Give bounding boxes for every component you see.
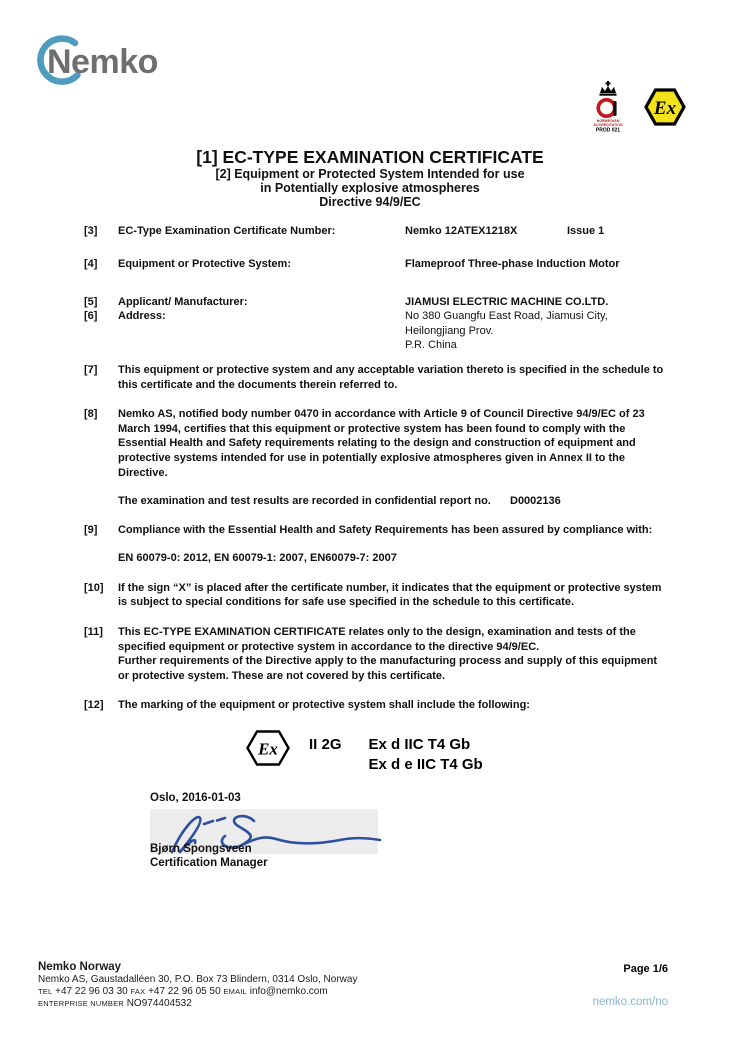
address-label: Address: (118, 310, 166, 323)
nemko-logo (33, 34, 185, 91)
ex-hexagon-icon (245, 729, 291, 767)
cert-number-label: EC-Type Examination Certificate Number: (118, 225, 336, 238)
svg-text:ACCREDITATION: ACCREDITATION (593, 123, 623, 128)
email-value: info@nemko.com (249, 986, 328, 998)
field-cert-number (84, 224, 684, 239)
item-number: [10] (84, 581, 104, 594)
footer-address: Nemko AS, Gaustadalléen 30, P.O. Box 73 Blindern, 0314 Oslo, Norway (38, 974, 358, 985)
page-number: Page 1/6 (623, 963, 668, 975)
svg-text:PROD 021: PROD 021 (595, 127, 621, 134)
certificate-body (84, 224, 684, 869)
nemko-website-link[interactable]: nemko.com/no (592, 996, 668, 1008)
standards-list: EN 60079-0: 2012, EN 60079-1: 2007, EN60079-7: 2007 (118, 552, 397, 565)
item-number: [9] (84, 523, 98, 536)
report-number: D0002136 (510, 495, 561, 508)
svg-text:Ex: Ex (653, 98, 677, 119)
address-line-1: No 380 Guangfu East Road, Jiamusi City, (405, 310, 608, 323)
tel-label: TEL (38, 987, 53, 997)
footer-company-block (38, 960, 357, 1011)
paragraph-12-text: The marking of the equipment or protective system shall include the following: (118, 699, 530, 712)
certificate-subtitle-2: in Potentially explosive atmospheres (260, 180, 480, 195)
item-number: [12] (84, 699, 104, 712)
standards-line (118, 551, 684, 566)
signatory-role: Certification Manager (150, 856, 268, 869)
certificate-directive: Directive 94/9/EC (319, 194, 421, 209)
place-and-date: Oslo, 2016-01-03 (150, 792, 241, 805)
applicant-label: Applicant/ Manufacturer: (118, 295, 248, 308)
address-line-2: Heilongjiang Prov. (405, 324, 494, 337)
paragraph-10-text: If the sign “X” is placed after the certificate number, it indicates that the equipment or protective system is subject to special conditions for safe use specified in the schedule to this certificate. (118, 581, 662, 609)
nemko-logo-icon (33, 34, 185, 86)
paragraph-8-text: Nemko AS, notified body number 0470 in accordance with Article 9 of Council Directive 94/9/EC of 23 March 1994, certifies that this equipment or protective system has been found to comply with the Essential Health and Safety requirements relating to the design and construction of equipment and protective systems intended for use in potentially explosive atmospheres given in Annex II to the Directive. (118, 408, 645, 479)
marking-code-2: Ex d e IIC T4 Gb (368, 756, 483, 774)
cert-number-value: Nemko 12ATEX1218X (405, 225, 518, 238)
svg-text:Ex: Ex (258, 739, 278, 759)
certification-marks (587, 80, 687, 134)
paragraph-10 (84, 581, 684, 610)
footer-enterprise-line (38, 998, 357, 1010)
item-number: [11] (84, 626, 103, 639)
item-number: [5] (84, 295, 98, 308)
applicant-value: JIAMUSI ELECTRIC MACHINE CO.LTD. (405, 295, 609, 308)
marking-group: II 2G (309, 736, 342, 754)
paragraph-11-text-1: This EC-TYPE EXAMINATION CERTIFICATE relates only to the design, examination and tests of the specified equipment or protective system in accordance to the directive 94/9/EC. (118, 626, 636, 653)
report-line (118, 494, 665, 509)
paragraph-7 (84, 363, 684, 392)
field-applicant-address (84, 295, 684, 353)
report-label: The examination and test results are recorded in confidential report no. (118, 495, 491, 508)
svg-text:Nemko: Nemko (47, 43, 158, 81)
paragraph-11 (84, 625, 684, 683)
equipment-value: Flameproof Three-phase Induction Motor (405, 257, 620, 270)
fax-value: +47 22 96 05 50 (148, 986, 221, 998)
enterprise-label: ENTERPRISE NUMBER (38, 999, 124, 1009)
signatory-name: Bjørn Spongsveen (150, 842, 252, 855)
paragraph-11-text-2: Further requirements of the Directive apply to the manufacturing process and supply of this equipment or protective system. These are not covered by this certificate. (118, 655, 658, 682)
enterprise-number: NO974404532 (126, 998, 192, 1010)
atex-ex-icon (643, 86, 687, 128)
item-number: [7] (84, 363, 98, 376)
footer-company-name: Nemko Norway (38, 961, 122, 973)
certificate-title: [1] EC-TYPE EXAMINATION CERTIFICATE (196, 147, 544, 167)
item-number: [3] (84, 225, 98, 238)
tel-value: +47 22 96 03 30 (55, 986, 128, 998)
norwegian-accreditation-icon (587, 80, 629, 134)
signature-block (150, 791, 684, 870)
paragraph-8 (84, 407, 684, 480)
certificate-subtitle-1: [2] Equipment or Protected System Intended for use (215, 167, 525, 181)
footer-contact-line (38, 986, 357, 998)
marking-code-1: Ex d IIC T4 Gb (368, 736, 471, 754)
field-equipment (84, 257, 684, 272)
paragraph-9-text: Compliance with the Essential Health and Safety Requirements has been assured by compliance with: (118, 523, 653, 536)
equipment-label: Equipment or Protective System: (118, 257, 291, 270)
ex-marking (245, 735, 684, 775)
paragraph-12 (84, 698, 684, 713)
item-number: [4] (84, 257, 98, 270)
svg-text:NORWEGIAN: NORWEGIAN (596, 119, 620, 124)
footer-page-block (593, 963, 668, 1010)
item-number: [8] (84, 408, 98, 421)
paragraph-9 (84, 523, 684, 538)
cert-issue: Issue 1 (567, 225, 605, 238)
item-number: [6] (84, 310, 98, 323)
email-label: EMAIL (223, 987, 247, 997)
fax-label: FAX (130, 987, 146, 997)
address-line-3: P.R. China (405, 339, 457, 352)
paragraph-7-text: This equipment or protective system and any acceptable variation thereto is specified in the schedule to this certificate and the documents therein referred to. (118, 363, 664, 391)
